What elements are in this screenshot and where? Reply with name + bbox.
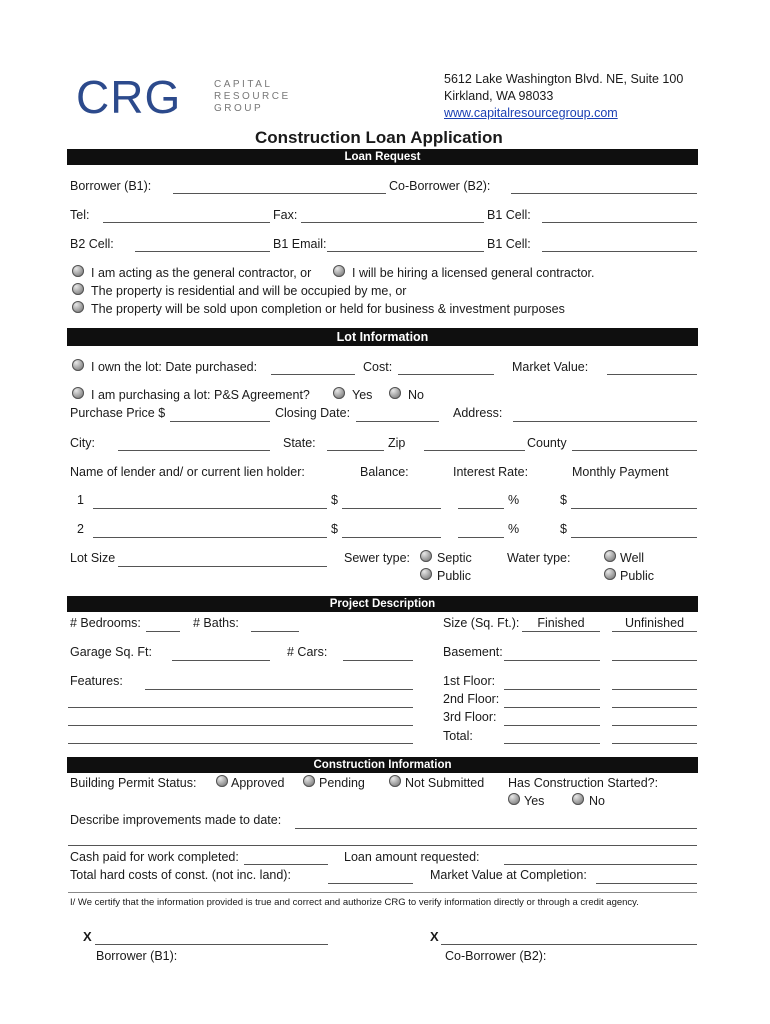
lender-label: Name of lender and/ or current lien holder: [70,465,305,479]
radio-sewer-septic[interactable] [420,550,432,562]
market-value-field[interactable] [607,374,697,375]
website-link[interactable]: www.capitalresourcegroup.com [444,106,618,120]
zip-field[interactable] [424,450,525,451]
cash-paid-label: Cash paid for work completed: [70,850,239,864]
features-field-1[interactable] [145,689,413,690]
address-block [444,71,683,122]
features-field-4[interactable] [68,743,413,744]
co-borrower-field[interactable] [511,193,697,194]
ps-yes-label: Yes [352,388,373,402]
purchase-price-label: Purchase Price $ [70,406,166,420]
total-finished-field[interactable] [504,743,600,744]
water-type-label: Water type: [507,551,571,565]
certification-text: I/ We certify that the information provided is true and correct and authorize CRG to verify information directly or through a credit agency. [70,897,639,908]
logo-sub-resource: RESOURCE [214,91,291,102]
logo-subtitle [214,79,291,115]
lender-1-dollar: $ [331,493,338,507]
finished-column: Finished [522,616,600,632]
address-field[interactable] [513,421,697,422]
closing-date-label: Closing Date: [275,406,351,420]
opt-gc-label: I am acting as the general contractor, or [91,266,312,280]
lender-row-1-num: 1 [77,493,84,507]
garage-label: Garage Sq. Ft: [70,645,152,659]
floor1-finished-field[interactable] [504,689,600,690]
b1-cell-field-2[interactable] [542,251,697,252]
radio-sewer-public[interactable] [420,568,432,580]
sewer-type-label: Sewer type: [344,551,411,565]
purchase-price-field[interactable] [170,421,270,422]
radio-permit-approved[interactable] [216,775,228,787]
lender-1-payment-field[interactable] [571,508,697,509]
purchasing-label: I am purchasing a lot: P&S Agreement? [91,388,310,402]
b1-email-field[interactable] [327,251,484,252]
lender-1-payment-dollar: $ [560,493,567,507]
floor2-finished-field[interactable] [504,707,600,708]
basement-unfinished-field[interactable] [612,660,697,661]
septic-label: Septic [437,551,472,565]
floor1-unfinished-field[interactable] [612,689,697,690]
started-yes-label: Yes [524,794,545,808]
co-borrower-label: Co-Borrower (B2): [389,179,491,193]
approved-label: Approved [231,776,285,790]
construction-started-label: Has Construction Started?: [508,776,659,790]
basement-label: Basement: [443,645,503,659]
lender-2-dollar: $ [331,522,338,536]
started-no-label: No [589,794,605,808]
basement-finished-field[interactable] [504,660,600,661]
crg-logo: CRG [76,71,182,123]
radio-hire-contractor[interactable] [333,265,345,277]
borrower-field[interactable] [173,193,386,194]
borrower-signature-field[interactable] [95,944,328,945]
section-project-description: Project Description [67,596,698,612]
features-field-2[interactable] [68,707,413,708]
hard-costs-field[interactable] [328,883,413,884]
radio-general-contractor[interactable] [72,265,84,277]
co-borrower-signature-x: X [430,929,439,944]
section-lot-information: Lot Information [67,328,698,346]
radio-purchasing-lot[interactable] [72,387,84,399]
market-value-label: Market Value: [512,360,589,374]
opt-residential-label: The property is residential and will be occupied by me, or [91,284,407,298]
lender-row-2-num: 2 [77,522,84,536]
loan-amount-field[interactable] [504,864,697,865]
interest-rate-label: Interest Rate: [453,465,529,479]
borrower-label: Borrower (B1): [70,179,152,193]
b1-email-label: B1 Email: [273,237,327,251]
tel-label: Tel: [70,208,90,222]
improvements-field-2[interactable] [68,845,697,846]
radio-ps-no[interactable] [389,387,401,399]
ps-no-label: No [408,388,424,402]
features-field-3[interactable] [68,725,413,726]
cost-field[interactable] [398,374,494,375]
floor2-label: 2nd Floor: [443,692,500,706]
floor3-finished-field[interactable] [504,725,600,726]
lot-size-label: Lot Size [70,551,116,565]
address-label: Address: [453,406,503,420]
closing-date-field[interactable] [356,421,439,422]
floor1-label: 1st Floor: [443,674,496,688]
radio-sold[interactable] [72,301,84,313]
opt-hire-label: I will be hiring a licensed general contractor. [352,266,595,280]
fax-field[interactable] [301,222,484,223]
balance-label: Balance: [360,465,409,479]
section-loan-request: Loan Request [67,149,698,165]
radio-started-no[interactable] [572,793,584,805]
radio-started-yes[interactable] [508,793,520,805]
county-field[interactable] [572,450,697,451]
baths-label: # Baths: [193,616,239,630]
state-field[interactable] [327,450,384,451]
improvements-label: Describe improvements made to date: [70,813,282,827]
b1-cell-field[interactable] [542,222,697,223]
cash-paid-field[interactable] [244,864,328,865]
co-borrower-signature-label: Co-Borrower (B2): [445,949,547,963]
date-purchased-field[interactable] [271,374,355,375]
state-label: State: [283,436,316,450]
address-line-2: Kirkland, WA 98033 [444,89,554,103]
city-label: City: [70,436,95,450]
b1-cell-label: B1 Cell: [487,208,531,222]
county-label: County [527,436,567,450]
opt-sold-label: The property will be sold upon completion or held for business & investment purposes [91,302,565,316]
radio-permit-pending[interactable] [303,775,315,787]
fax-label: Fax: [273,208,298,222]
improvements-field-1[interactable] [295,828,697,829]
floor2-unfinished-field[interactable] [612,707,697,708]
cost-label: Cost: [363,360,393,374]
borrower-signature-label: Borrower (B1): [96,949,178,963]
garage-field[interactable] [172,660,270,661]
bedrooms-label: # Bedrooms: [70,616,141,630]
cars-field[interactable] [343,660,413,661]
lender-1-rate-field[interactable] [458,508,504,509]
lender-2-percent: % [508,522,520,536]
radio-own-lot[interactable] [72,359,84,371]
radio-ps-yes[interactable] [333,387,345,399]
address-line-1: 5612 Lake Washington Blvd. NE, Suite 100 [444,72,684,86]
lender-1-percent: % [508,493,520,507]
market-value-completion-label: Market Value at Completion: [430,868,587,882]
market-value-completion-field[interactable] [596,883,697,884]
lender-2-payment-dollar: $ [560,522,567,536]
zip-label: Zip [388,436,406,450]
borrower-signature-x: X [83,929,92,944]
city-field[interactable] [118,450,270,451]
lender-2-rate-field[interactable] [458,537,504,538]
lot-size-field[interactable] [118,566,327,567]
well-label: Well [620,551,645,565]
total-unfinished-field[interactable] [612,743,697,744]
bedrooms-field[interactable] [146,631,180,632]
pending-label: Pending [319,776,365,790]
permit-status-label: Building Permit Status: [70,776,197,790]
lender-2-payment-field[interactable] [571,537,697,538]
unfinished-column: Unfinished [612,616,697,632]
floor3-unfinished-field[interactable] [612,725,697,726]
radio-water-well[interactable] [604,550,616,562]
tel-field[interactable] [103,222,270,223]
baths-field[interactable] [251,631,299,632]
radio-permit-not-submitted[interactable] [389,775,401,787]
lender-1-balance-field[interactable] [342,508,441,509]
own-lot-label: I own the lot: Date purchased: [91,360,258,374]
size-label: Size (Sq. Ft.): [443,616,520,630]
floor3-label: 3rd Floor: [443,710,497,724]
lender-1-name-field[interactable] [93,508,327,509]
not-submitted-label: Not Submitted [405,776,485,790]
b1-cell-label-2: B1 Cell: [487,237,531,251]
features-label: Features: [70,674,123,688]
page-title: Construction Loan Application [255,128,503,147]
divider [68,892,697,893]
co-borrower-signature-field[interactable] [441,944,697,945]
section-construction-information: Construction Information [67,757,698,773]
logo-sub-group: GROUP [214,103,264,114]
radio-residential[interactable] [72,283,84,295]
cars-label: # Cars: [287,645,328,659]
lender-2-balance-field[interactable] [342,537,441,538]
b2-cell-label: B2 Cell: [70,237,114,251]
monthly-payment-label: Monthly Payment [572,465,669,479]
loan-amount-label: Loan amount requested: [344,850,480,864]
b2-cell-field[interactable] [135,251,270,252]
lender-2-name-field[interactable] [93,537,327,538]
logo-sub-capital: CAPITAL [214,79,273,90]
hard-costs-label: Total hard costs of const. (not inc. land): [70,868,291,882]
sewer-public-label: Public [437,569,472,583]
water-public-label: Public [620,569,655,583]
radio-water-public[interactable] [604,568,616,580]
total-label: Total: [443,729,473,743]
